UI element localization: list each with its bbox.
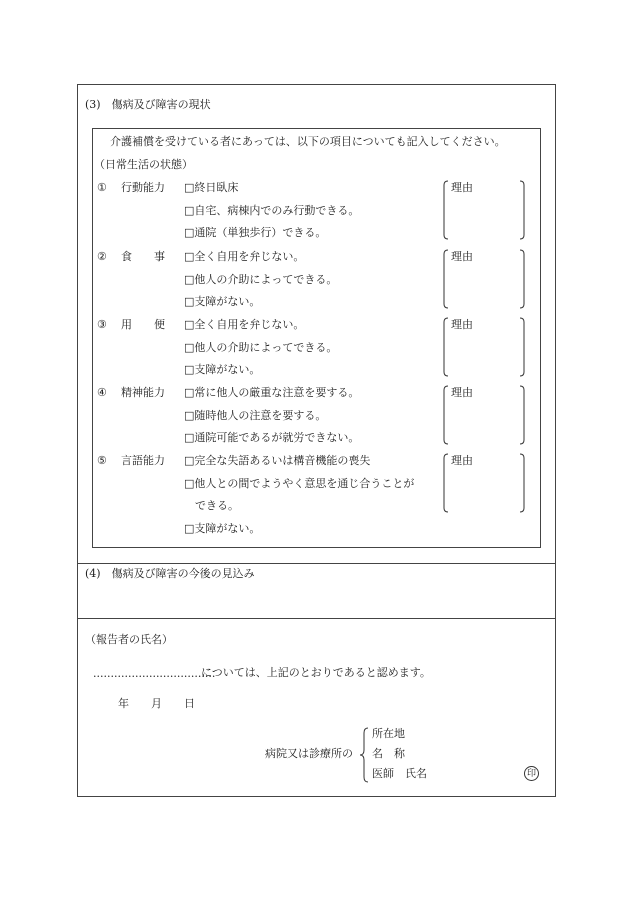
reason-label: 理由 [451,454,473,467]
item-option[interactable]: □支障がない。 [184,363,261,376]
item-option[interactable]: □通院（単独歩行）できる。 [184,226,327,239]
field-address[interactable]: 所在地 [372,727,405,740]
reporter-label: （報告者の氏名） [85,633,173,646]
section3-heading: (3) 傷病及び障害の現状 [85,98,211,111]
item-option[interactable]: □支障がない。 [184,521,261,535]
field-name[interactable]: 名 称 [372,747,405,760]
certification-statement: については、上記のとおりであると認めます。 [201,666,431,679]
divider-section4 [77,563,556,564]
section4-heading: (4) 傷病及び障害の今後の見込み [85,567,255,580]
item-label: 用 便 [121,318,165,331]
item-label: 食 事 [121,250,165,263]
hospital-prefix: 病院又は診療所の [265,747,353,760]
daily-life-header: （日常生活の状態） [94,158,193,171]
item-option[interactable]: □常に他人の厳重な注意を要する。 [184,386,360,399]
reason-label: 理由 [451,318,473,331]
item-number: ⑤ [97,454,107,467]
item-option[interactable]: □完全な失語あるいは構音機能の喪失 [184,454,371,467]
item-option[interactable]: □終日臥床 [184,181,239,194]
item-option[interactable]: □自宅、病棟内でのみ行動できる。 [184,203,360,217]
item-option[interactable]: □全く自用を弁じない。 [184,250,305,263]
reason-label: 理由 [451,181,473,194]
item-option[interactable]: □他人の介助によってできる。 [184,272,338,286]
name-dots[interactable]: ................................... [93,667,216,680]
item-number: ① [97,181,107,194]
item-option[interactable]: □支障がない。 [184,295,261,308]
date-line[interactable]: 年 月 日 [118,697,195,710]
divider-report [77,618,556,619]
item-label: 言語能力 [121,454,165,467]
item-option[interactable]: □全く自用を弁じない。 [184,318,305,331]
section3-intro: 介護補償を受けている者にあっては、以下の項目についても記入してください。 [110,135,506,148]
item-option[interactable]: □他人との間でようやく意思を通じ合うことが [184,476,415,490]
reason-label: 理由 [451,386,473,399]
hospital-brace [359,727,369,783]
item-label: 行動能力 [121,181,165,194]
reason-label: 理由 [451,250,473,263]
field-doctor[interactable]: 医師 氏名 [372,767,427,780]
item-number: ② [97,250,107,263]
item-number: ③ [97,318,107,331]
item-option[interactable]: できる。 [184,499,239,512]
item-label: 精神能力 [121,386,165,399]
item-option[interactable]: □随時他人の注意を要する。 [184,408,327,422]
seal-mark: 印 [524,766,539,781]
item-option[interactable]: □他人の介助によってできる。 [184,340,338,354]
item-number: ④ [97,386,107,399]
item-option[interactable]: □通院可能であるが就労できない。 [184,431,360,444]
